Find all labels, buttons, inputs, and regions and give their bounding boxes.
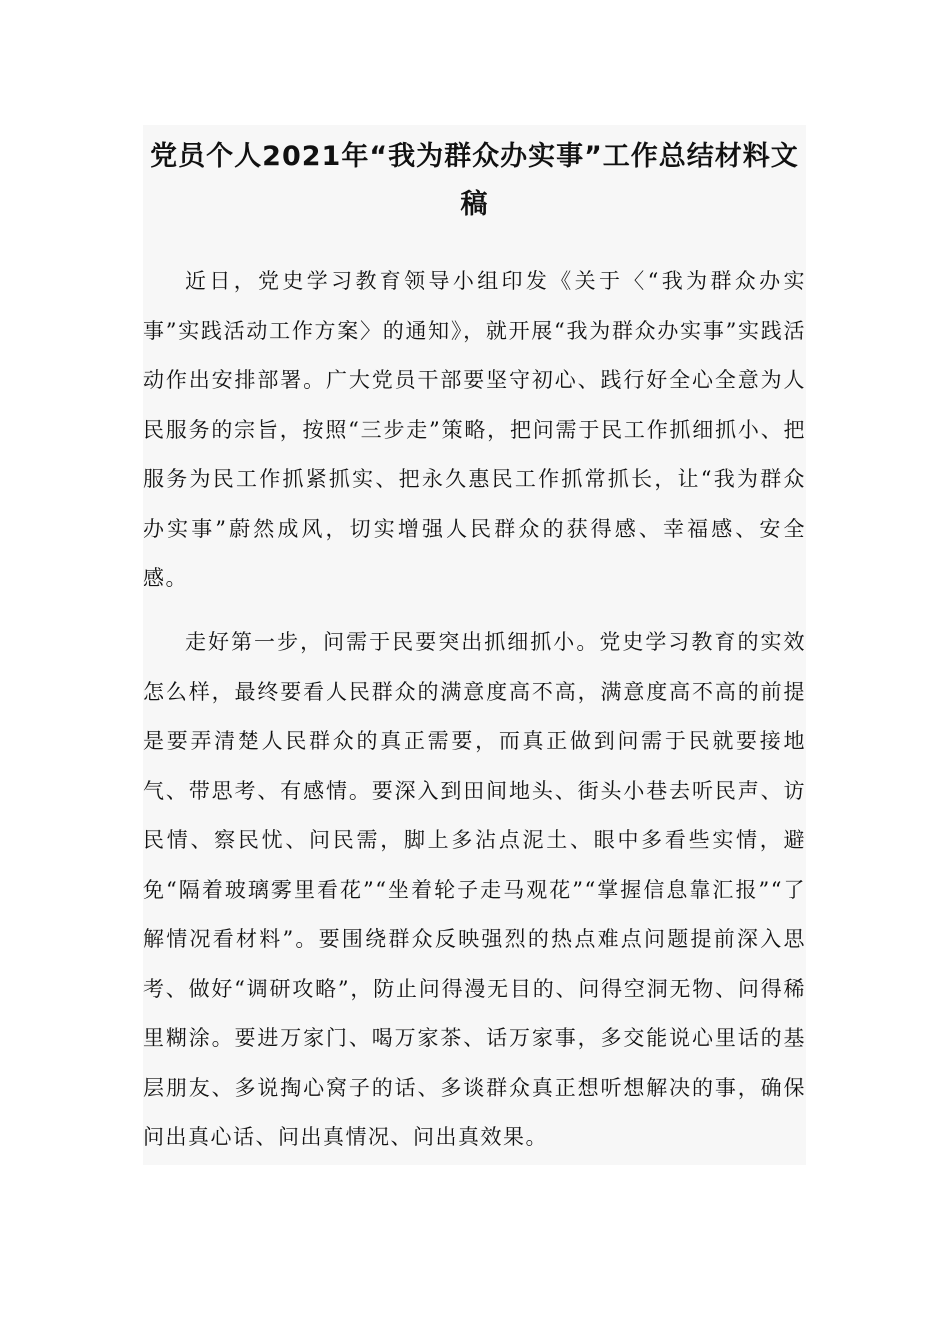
paragraph-2: 走好第一步，问需于民要突出抓细抓小。党史学习教育的实效怎么样，最终要看人民群众的满意度高不高，满意度高不高的前提是要弄清楚人民群众的真正需要，而真正做到问需于民就要接地气、带思考、有感情。要深入到田间地头、街头小巷去听民声、访民情、察民忧、问民需，脚上多沾点泥土、眼中多看些实情，避免“隔着玻璃雾里看花”“坐着轮子走马观花”“掌握信息靠汇报”“了解情况看材料”。要围绕群众反映强烈的热点难点问题提前深入思考、做好“调研攻略”，防止问得漫无目的、问得空洞无物、问得稀里糊涂。要进万家门、喝万家茶、话万家事，多交能说心里话的基层朋友、多说掏心窝子的话、多谈群众真正想听想解决的事，确保问出真心话、问出真情况、问出真效果。 xyxy=(143,630,806,1149)
document-title: 党员个人2021年“我为群众办实事”工作总结材料文稿 xyxy=(150,141,799,220)
paragraph-1: 近日，党史学习教育领导小组印发《关于〈“我为群众办实事”实践活动工作方案〉的通知》，就开展“我为群众办实事”实践活动作出安排部署。广大党员干部要坚守初心、践行好全心全意为人民服务的宗旨，按照“三步走”策略，把问需于民工作抓细抓小、把服务为民工作抓紧抓实、把永久惠民工作抓常抓长，让“我为群众办实事”蔚然成风，切实增强人民群众的获得感、幸福感、安全感。 xyxy=(143,269,806,590)
document-page xyxy=(143,125,806,1165)
